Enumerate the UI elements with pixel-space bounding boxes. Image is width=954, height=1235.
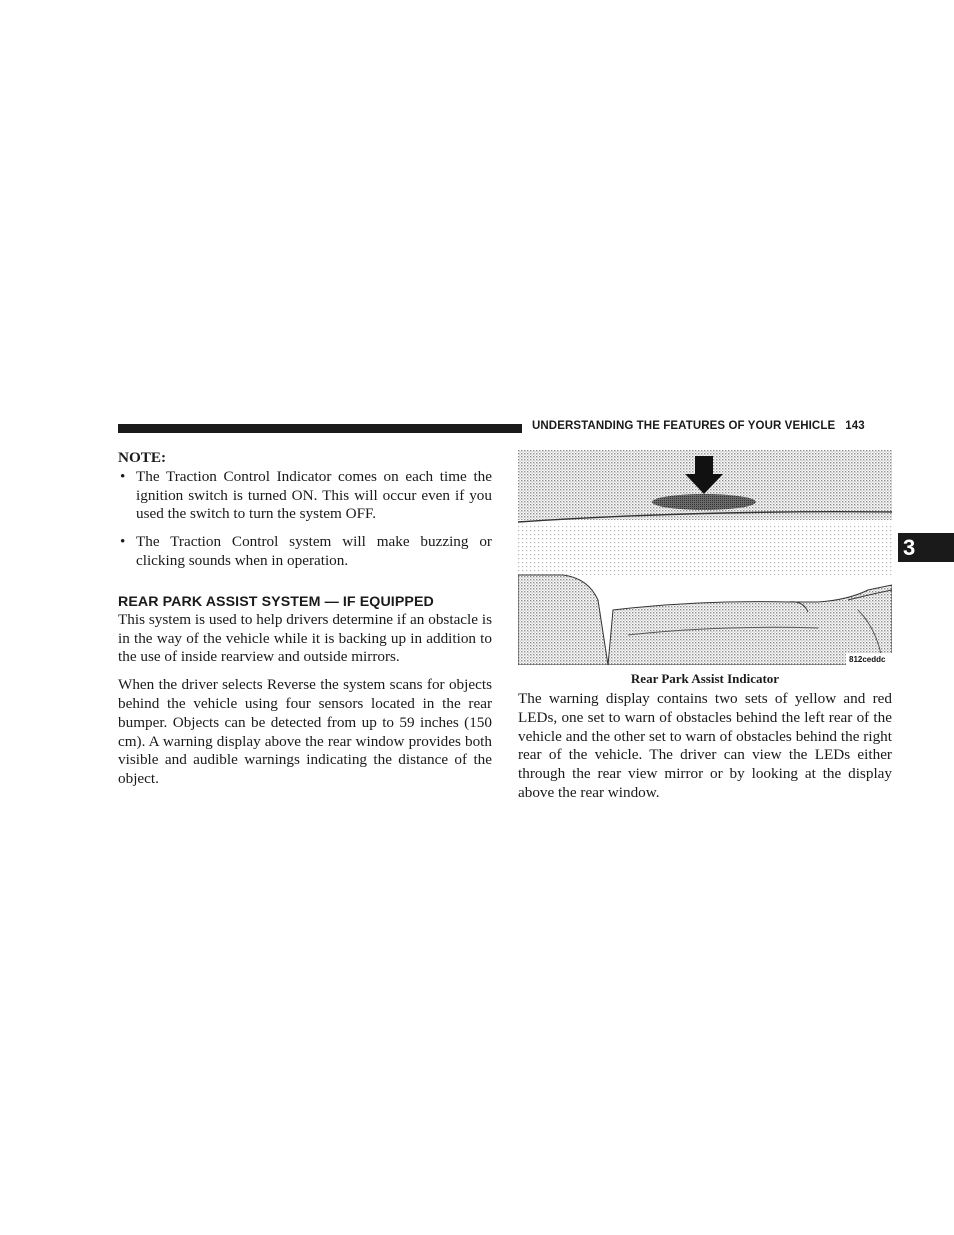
rear-window-illustration <box>518 450 892 665</box>
led-display-housing <box>652 494 756 510</box>
right-paragraph: The warning display contains two sets of yellow and red LEDs, one set to warn of obstacles behind the left rear of the vehicle and the other set to warn of obstacles behind the right rear of the vehicle. The driver can view the LEDs either through the rear view mirror or by looking at the display above the rear window. <box>518 690 892 801</box>
page-number: 143 <box>845 420 865 432</box>
header-section-title: UNDERSTANDING THE FEATURES OF YOUR VEHICLE <box>532 420 836 432</box>
left-column <box>118 449 492 798</box>
section-heading: REAR PARK ASSIST SYSTEM — IF EQUIPPED <box>118 593 434 610</box>
section-paragraph-2: When the driver selects Reverse the system scans for objects behind the vehicle using four sensors located in the rear bumper. Objects can be detected from up to 59 inches (150 cm). A warning display above the rear window provides both visible and audible warnings indicating the distance of the object. <box>118 676 492 788</box>
note-title: NOTE: <box>118 449 167 466</box>
note-bullet-list <box>118 468 492 571</box>
note-bullet-2: • The Traction Control system will make buzzing or clicking sounds when in operation. <box>118 533 492 571</box>
header-rule <box>118 424 522 433</box>
section-paragraph-1: This system is used to help drivers determine if an obstacle is in the way of the vehicle while it is backing up in addition to the use of inside rearview and outside mirrors. <box>118 610 492 666</box>
figure-caption: Rear Park Assist Indicator <box>630 671 780 686</box>
chapter-tab: 3 <box>898 533 954 562</box>
figure-code: 812ceddc <box>849 655 886 664</box>
note-bullet-1: • The Traction Control Indicator comes on each time the ignition switch is turned ON. This will occur even if you used the switch to turn the system OFF. <box>118 468 492 524</box>
running-header <box>532 420 865 432</box>
rear-park-assist-figure <box>518 450 892 665</box>
right-column <box>518 690 892 812</box>
